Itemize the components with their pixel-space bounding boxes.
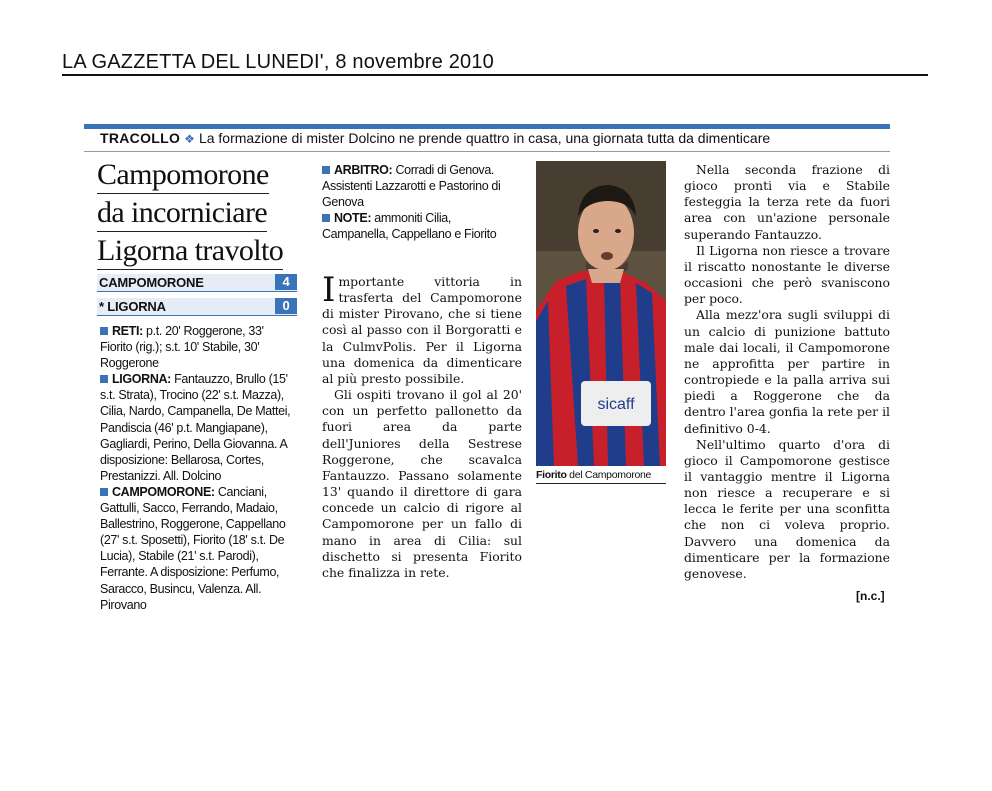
- square-bullet-icon: [100, 488, 108, 496]
- square-bullet-icon: [322, 214, 330, 222]
- ligorna-lineup: [100, 371, 298, 484]
- kicker-divider: [84, 151, 890, 152]
- drop-cap: I: [322, 270, 336, 310]
- home-team-name: CAMPOMORONE: [99, 275, 204, 290]
- author-signature: [n.c.]: [856, 589, 885, 603]
- home-team-goals: 4: [275, 274, 297, 290]
- ligorna-text: Fantauzzo, Brullo (15' s.t. Strata), Trocino (22' s.t. Mazza), Cilia, Nardo, Campanella, De Mattei, Pandiscia (46' p.t. Mangiapane), Gagliardi, Perino, Della Giovanna. A disposizione: Bellarosa, Cortes, Prestanizzi. All. Dolcino: [100, 372, 291, 483]
- kicker-bar: [84, 124, 890, 129]
- score-row-home: [97, 274, 297, 292]
- reti-entry: [100, 323, 298, 371]
- arbitro-entry: [322, 162, 520, 210]
- article-paragraph: Nell'ultimo quarto d'ora di gioco il Campomorone gestisce il vantaggio mentre il Ligorna non riesce a recuperare e si lecca le ferite per una sconfitta che non ci voleva proprio. Davvero una domenica da dimenticare per la formazione genovese.: [684, 436, 890, 581]
- reti-label: RETI:: [112, 324, 143, 338]
- away-team-name: * LIGORNA: [99, 299, 166, 314]
- arbitro-text: Corradi di Genova. Assistenti Lazzarotti e Pastorino di Genova: [322, 163, 501, 210]
- match-details-col-1: [100, 323, 298, 613]
- score-row-away: [97, 298, 297, 316]
- square-bullet-icon: [322, 166, 330, 174]
- player-photo: [536, 161, 666, 466]
- article-p1: mportante vittoria in trasferta del Campomorone di mister Pirovano, che si tiene così al passo con il Borgoratti e la CulmvPolis. Per il Ligorna una domenica da dimenticare al più presto possibile.: [322, 274, 522, 386]
- headline-line-1: Campomorone: [97, 156, 269, 194]
- arbitro-label: ARBITRO:: [334, 163, 393, 177]
- article-paragraph: Nella seconda frazione di gioco pronti via e Stabile festeggia la terza rete da fuori area con un'azione personale superando Fantauzzo.: [684, 162, 890, 242]
- campomorone-lineup: [100, 484, 298, 613]
- article-col-3: [684, 162, 890, 582]
- caption-name: Fiorito: [536, 469, 567, 481]
- diamond-icon: ❖: [184, 132, 195, 146]
- ligorna-label: LIGORNA:: [112, 372, 171, 387]
- kicker-tag: TRACOLLO: [100, 130, 181, 146]
- headline-line-2: da incorniciare: [97, 194, 267, 232]
- square-bullet-icon: [100, 375, 108, 383]
- article-col-1: [322, 270, 522, 581]
- player-photo-illustration: [536, 161, 666, 466]
- note-entry: [322, 210, 520, 242]
- match-details-col-2: [322, 162, 520, 242]
- note-text: ammoniti Cilia, Campanella, Cappellano e Fiorito: [322, 211, 497, 242]
- campomorone-text: Canciani, Gattulli, Sacco, Ferrando, Madaio, Ballestrino, Roggerone, Cappellano (27' s.t. Sposetti), Fiorito (18' s.t. De Lucia), Stabile (21' s.t. Parodi), Ferrante. A disposizione: Perfumo, Saracco, Busincu, Valenza. All. Pirovano: [100, 484, 286, 612]
- away-team-goals: 0: [275, 298, 297, 314]
- campomorone-label: CAMPOMORONE:: [112, 484, 215, 499]
- article-paragraph: Alla mezz'ora sugli sviluppi di un calcio di punizione battuto male dai locali, il Campomorone ne approfitta per partire in contropiede e la palla arriva sui piedi a Roggerone che da dentro l'area gonfia la rete per il definitivo 0-4.: [684, 307, 890, 436]
- article-paragraph: Gli ospiti trovano il gol al 20' con un perfetto pallonetto da fuori area da parte dell'Juniores della Sestrese Roggerone, che scavalca Fantauzzo. Passano solamente 13' quando il direttore di gara concede un calcio di rigore al Campomorone per un fallo di mano in area di Cilia: sul dischetto si presenta Fiorito che finalizza in rete.: [322, 387, 522, 580]
- masthead: LA GAZZETTA DEL LUNEDI', 8 novembre 2010: [62, 51, 494, 73]
- headline-line-3: Ligorna travolto: [97, 232, 283, 270]
- masthead-rule: [62, 74, 928, 76]
- caption-rest: del Campomorone: [566, 469, 652, 481]
- reti-text: p.t. 20' Roggerone, 33' Fiorito (rig.); s.t. 10' Stabile, 30' Roggerone: [100, 324, 264, 371]
- kicker: [100, 130, 892, 150]
- kicker-text: La formazione di mister Dolcino ne prende quattro in casa, una giornata tutta da dimenticare: [198, 130, 771, 146]
- photo-caption: [536, 469, 666, 484]
- article-paragraph: Il Ligorna non riesce a trovare il riscatto nonostante le diverse occasioni che però svaniscono per poco.: [684, 242, 890, 307]
- article-paragraph: [322, 270, 522, 387]
- shirt-sponsor-text: sicaff: [597, 396, 635, 413]
- headline: [97, 156, 307, 270]
- square-bullet-icon: [100, 327, 108, 335]
- note-label: NOTE:: [334, 211, 372, 226]
